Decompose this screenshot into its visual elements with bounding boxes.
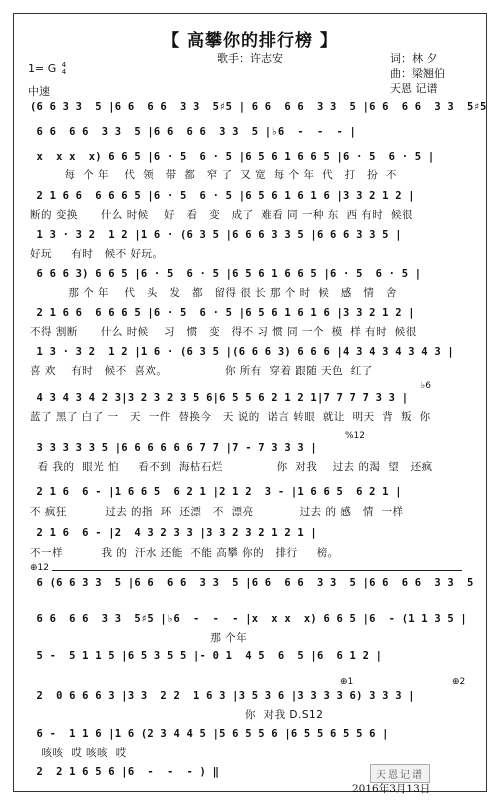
notation-row-12: 2 1 6 6 - |2 4 3 2 3 3 |3 3 2 3 2 1 2 1 | <box>30 527 317 539</box>
segno-12-mark: %12 <box>345 431 366 441</box>
notation-row-13: 6 (6 6 3 3 5 |6 6 6 6 3 3 5 |6 6 6 6 3 3 5 |6 6 6 6 3 3 5 <box>30 577 474 589</box>
notation-row-1: (6 6 3 3 5 |6 6 6 6 3 3 5♯5 | 6 6 6 6 3 3 5 |6 6 6 6 3 3 5♯5 <box>30 101 487 113</box>
notation-row-5: 1 3 · 3 2 1 2 |1 6 · (6 3 5 |6 6 6 3 3 5 |6 6 6 3 3 5 | <box>30 229 402 241</box>
tempo-mark: 中速 <box>28 85 50 98</box>
notation-row-18: 2 2 1 6 5 6 |6 - - - ) ‖ <box>30 766 220 778</box>
lyric-row-8: 喜 欢 有时 候不 喜欢。 你 所有 穿着 跟随 天色 红了 <box>30 365 373 377</box>
lyric-row-12: 不一样 我 的 汗水 还能 不能 高攀 你的 排行 榜。 <box>30 547 339 559</box>
lyric-row-5: 好玩 有时 候不 好玩。 <box>30 248 164 260</box>
time-sig-top: 4 <box>61 61 67 69</box>
watermark-stamp: 天恩记谱 <box>370 764 430 783</box>
notation-row-15: 5 - 5 1 1 5 |6 5 3 5 5 |- 0 1 4 5 6 5 |6 6 1 2 | <box>30 650 383 662</box>
lyric-row-4: 断的 变换 什么 时候 好 看 变 成了 难看 同 一种 东 西 有时 候很 <box>30 209 413 221</box>
lyric-row-7: 不得 割断 什么 时候 习 惯 变 得不 习 惯 同 一个 模 样 有时 候很 <box>30 326 417 338</box>
notation-row-6: 6 6 6 3) 6 6 5 |6 · 5 6 · 5 |6 5 6 1 6 6 5 |6 · 5 6 · 5 | <box>30 268 422 280</box>
lyric-row-16: 你 对我 D.S12 <box>30 709 324 721</box>
notation-row-17: 6 - 1 1 6 |1 6 (2 3 4 4 5 |5 6 5 5 6 |6 5 5 6 5 5 6 | <box>30 728 389 740</box>
lyric-row-3: 每 个 年 代 领 带 都 窄 了 又 宽 每 个 年 代 打 扮 不 <box>30 169 397 181</box>
transcription-date: 2016年3月13日 <box>352 783 431 795</box>
notation-row-3: x x x x) 6 6 5 |6 · 5 6 · 5 |6 5 6 1 6 6 5 |6 · 5 6 · 5 | <box>30 151 435 163</box>
lyric-row-9: 蓝了 黑了 白了 一 天 一件 替换今 天 说的 诺言 转眼 就让 明天 背 叛 你 <box>30 411 431 423</box>
notation-row-9: 4 3 4 3 4 2 3|3 2 3 2 3 5 6|6 5 5 6 2 1 2 1|7 7 7 7 3 3 | <box>30 392 409 404</box>
key-label: 1= G <box>28 62 57 75</box>
notation-row-4: 2 1 6 6 6 6 6 5 |6 · 5 6 · 5 |6 5 6 1 6 1 6 |3 3 2 1 2 | <box>30 190 415 202</box>
notation-row-11: 2 1 6 6 - |1 6 6 5 6 2 1 |2 1 2 3 - |1 6 6 5 6 2 1 | <box>30 486 402 498</box>
lyric-row-14: 那 个年 <box>30 632 248 644</box>
notation-row-10: 3 3 3 3 3 5 |6 6 6 6 6 6 7 7 |7 - 7 3 3 3 | <box>30 442 317 454</box>
coda-2-mark: ⊕2 <box>452 677 466 687</box>
lyric-row-17: 咳咳 哎 咳咳 哎 <box>30 747 127 759</box>
singer-line: 歌手：许志安 <box>217 52 283 65</box>
notation-row-16: 2 0 6 6 6 3 |3 3 2 2 1 6 3 |3 5 3 6 |3 3 3 3 6) 3 3 3 | <box>30 690 415 702</box>
coda-1-mark: ⊕1 <box>340 677 354 687</box>
lyric-row-11: 不 疯狂 过去 的指 环 还漂 不 漂亮 过去 的 感 情 一样 <box>30 506 404 518</box>
notation-row-8: 1 3 · 3 2 1 2 |1 6 · (6 3 5 |(6 6 6 3) 6 6 6 |4 3 4 3 4 3 4 3 | <box>30 346 454 358</box>
transcriber: 天恩 记谱 <box>390 82 438 95</box>
time-signature <box>62 62 66 76</box>
lyric-row-6: 那 个 年 代 头 发 都 留得 很 长 那 个 时 候 感 情 舍 <box>30 287 397 299</box>
composer: 曲：梁翘伯 <box>390 67 445 80</box>
segno-flat-6-mark: ♭6 <box>421 381 431 391</box>
song-title: 【 高攀你的排行榜 】 <box>162 31 338 51</box>
time-sig-bottom: 4 <box>61 68 67 76</box>
notation-row-7: 2 1 6 6 6 6 6 5 |6 · 5 6 · 5 |6 5 6 1 6 1 6 |3 3 2 1 2 | <box>30 307 415 319</box>
lyric-row-10: 看 我的 眼光 怕 看不到 海枯石烂 你 对我 过去 的渴 望 还疯 <box>30 461 433 473</box>
notation-row-14: 6 6 6 6 3 3 5♯5 |♭6 - - - |x x x x) 6 6 5 |6 - (1 1 3 5 | <box>30 613 467 625</box>
key-signature <box>28 62 66 76</box>
credits <box>390 51 445 96</box>
lyricist: 词：林 夕 <box>390 52 438 65</box>
repeat-bracket-line <box>52 570 462 571</box>
coda-12-mark: ⊕12 <box>30 563 49 573</box>
notation-row-2: 6 6 6 6 3 3 5 |6 6 6 6 3 3 5 |♭6 - - - | <box>30 126 357 138</box>
